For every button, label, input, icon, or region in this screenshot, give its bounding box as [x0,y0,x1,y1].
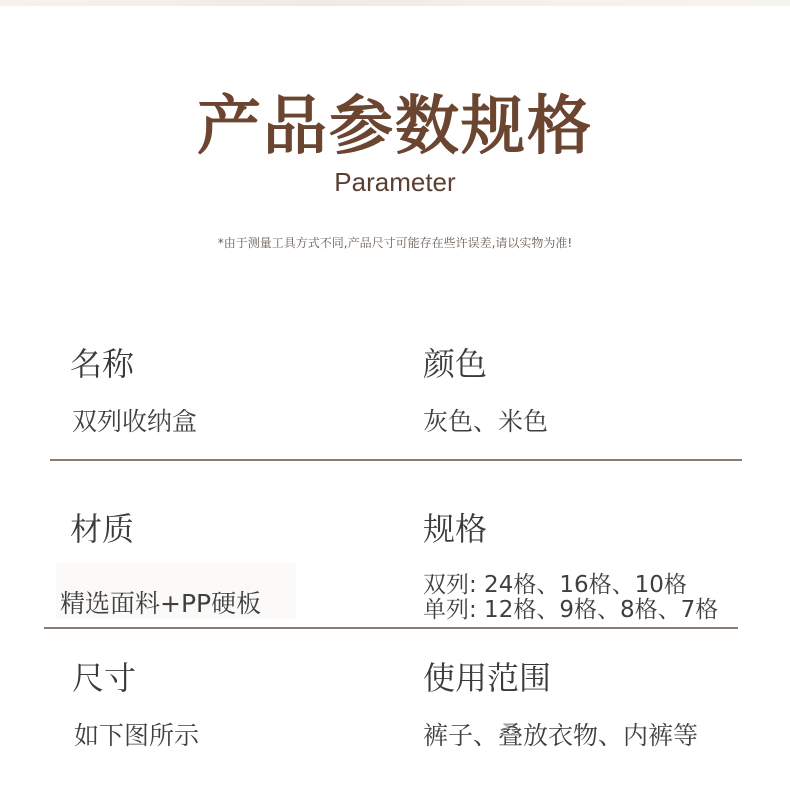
spec-value-spec-line1: 双列: 24格、16格、10格 [423,572,687,598]
spec-label-color: 颜色 [423,345,488,383]
spec-value-spec-line2: 单列: 12格、9格、8格、7格 [423,597,719,623]
spec-label-name: 名称 [70,345,135,383]
row-divider-2 [44,627,738,629]
page-title: 产品参数规格 [197,90,593,164]
row-divider-1 [50,459,742,461]
measurement-note: *由于测量工具方式不同,产品尺寸可能存在些许误差,请以实物为准! [217,236,573,250]
top-image-strip [0,0,790,6]
spec-label-material: 材质 [70,510,135,548]
spec-value-name: 双列收纳盒 [72,407,198,436]
spec-value-material: 精选面料+PP硬板 [60,589,262,618]
spec-label-spec: 规格 [423,510,488,548]
page-subtitle: Parameter [334,167,456,197]
spec-label-usage: 使用范围 [423,659,552,697]
spec-label-size: 尺寸 [72,659,137,697]
spec-value-size: 如下图所示 [74,721,200,750]
spec-value-color: 灰色、米色 [423,407,549,436]
spec-value-usage: 裤子、叠放衣物、内裤等 [423,721,699,750]
